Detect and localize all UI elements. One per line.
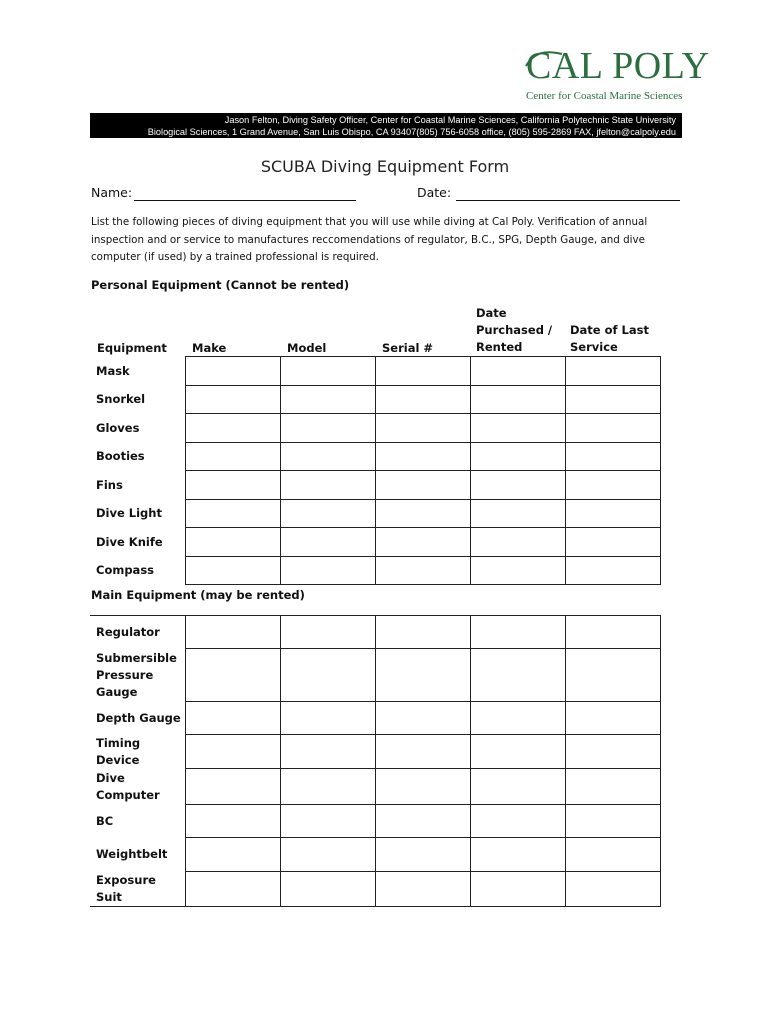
entry-cell-date-purchased[interactable]	[470, 872, 565, 907]
entry-cell-serial[interactable]	[375, 735, 470, 769]
entry-cell-serial[interactable]	[375, 649, 470, 702]
equipment-item-label	[90, 805, 185, 838]
entry-cell-model[interactable]	[280, 357, 375, 386]
personal-equipment-title: Personal Equipment (Cannot be rented)	[91, 278, 350, 292]
entry-cell-date-service[interactable]	[565, 872, 660, 907]
equipment-item-line: Timing Device	[96, 735, 141, 767]
entry-cell-date-service[interactable]	[565, 500, 660, 528]
equipment-item-line: Dive Knife	[96, 534, 163, 549]
entry-cell-make[interactable]	[185, 769, 280, 805]
entry-cell-serial[interactable]	[375, 872, 470, 907]
main-equipment-title: Main Equipment (may be rented)	[91, 588, 305, 602]
entry-cell-serial[interactable]	[375, 616, 470, 649]
contact-header	[90, 113, 682, 138]
entry-cell-model[interactable]	[280, 838, 375, 872]
entry-cell-serial[interactable]	[375, 443, 470, 471]
equipment-item-line: Compass	[96, 563, 155, 577]
entry-cell-serial[interactable]	[375, 500, 470, 528]
col-date-purchased-line: Date	[476, 306, 507, 320]
entry-cell-date-service[interactable]	[565, 357, 660, 386]
equipment-item-line: BC	[96, 813, 114, 828]
contact-line-1: Jason Felton, Diving Safety Officer, Center for Coastal Marine Sciences, California Polytechnic State University	[224, 115, 676, 125]
entry-cell-date-service[interactable]	[565, 386, 660, 414]
col-equipment: Equipment	[97, 341, 167, 355]
entry-cell-model[interactable]	[280, 649, 375, 702]
entry-cell-date-service[interactable]	[565, 769, 660, 805]
entry-cell-make[interactable]	[185, 557, 280, 585]
equipment-item-line: Gloves	[96, 420, 140, 435]
entry-cell-model[interactable]	[280, 386, 375, 414]
entry-cell-date-purchased[interactable]	[470, 735, 565, 769]
entry-cell-make[interactable]	[185, 443, 280, 471]
equipment-item-line: Booties	[96, 449, 145, 463]
table-row	[90, 616, 660, 649]
entry-cell-date-purchased[interactable]	[470, 386, 565, 414]
entry-cell-date-service[interactable]	[565, 443, 660, 471]
entry-cell-serial[interactable]	[375, 769, 470, 805]
entry-cell-model[interactable]	[280, 872, 375, 907]
main-equipment-table	[90, 615, 661, 907]
form-title: SCUBA Diving Equipment Form	[260, 157, 510, 176]
entry-cell-make[interactable]	[185, 386, 280, 414]
equipment-item-line: Dive Light	[96, 506, 162, 520]
table-row	[90, 702, 660, 735]
entry-cell-model[interactable]	[280, 471, 375, 500]
entry-cell-date-service[interactable]	[565, 649, 660, 702]
entry-cell-serial[interactable]	[375, 702, 470, 735]
date-label: Date:	[417, 185, 452, 200]
col-date-service	[570, 322, 649, 356]
entry-cell-make[interactable]	[185, 872, 280, 907]
col-make: Make	[192, 341, 227, 355]
entry-cell-date-purchased[interactable]	[470, 805, 565, 838]
entry-cell-date-purchased[interactable]	[470, 769, 565, 805]
col-date-purchased-line: Rented	[476, 340, 523, 354]
logo-name: CAL POLY	[526, 45, 710, 87]
table-row	[90, 471, 660, 500]
date-field[interactable]	[456, 200, 680, 201]
entry-cell-make[interactable]	[185, 735, 280, 769]
entry-cell-date-purchased[interactable]	[470, 443, 565, 471]
entry-cell-make[interactable]	[185, 838, 280, 872]
entry-cell-date-service[interactable]	[565, 471, 660, 500]
col-date-purchased	[476, 305, 552, 356]
equipment-item-label	[90, 443, 185, 471]
entry-cell-model[interactable]	[280, 528, 375, 557]
entry-cell-date-service[interactable]	[565, 735, 660, 769]
equipment-item-line: Gauge	[96, 684, 138, 699]
table-row	[90, 805, 660, 838]
col-date-service-line: Service	[570, 340, 618, 354]
entry-cell-date-service[interactable]	[565, 528, 660, 557]
entry-cell-date-service[interactable]	[565, 838, 660, 872]
equipment-item-label	[90, 557, 185, 585]
equipment-item-line: Dive	[96, 770, 125, 785]
equipment-item-label	[90, 471, 185, 500]
name-label: Name:	[91, 185, 133, 200]
entry-cell-serial[interactable]	[375, 357, 470, 386]
entry-cell-serial[interactable]	[375, 414, 470, 443]
entry-cell-make[interactable]	[185, 500, 280, 528]
equipment-item-line: Snorkel	[96, 392, 146, 406]
entry-cell-date-service[interactable]	[565, 702, 660, 735]
equipment-item-line: Exposure Suit	[96, 872, 156, 904]
table-row	[90, 769, 660, 805]
equipment-item-label	[90, 872, 185, 907]
personal-equipment-table	[90, 356, 661, 585]
table-row	[90, 500, 660, 528]
equipment-item-line: Computer	[96, 787, 160, 802]
col-serial: Serial #	[382, 341, 434, 355]
equipment-item-line: Regulator	[96, 624, 160, 639]
equipment-item-label	[90, 702, 185, 735]
cal-poly-logo	[520, 44, 710, 106]
entry-cell-date-purchased[interactable]	[470, 357, 565, 386]
table-row	[90, 386, 660, 414]
entry-cell-date-purchased[interactable]	[470, 838, 565, 872]
col-model: Model	[287, 341, 327, 355]
entry-cell-serial[interactable]	[375, 471, 470, 500]
entry-cell-serial[interactable]	[375, 838, 470, 872]
entry-cell-date-purchased[interactable]	[470, 500, 565, 528]
entry-cell-model[interactable]	[280, 805, 375, 838]
equipment-item-label	[90, 528, 185, 557]
table-row	[90, 357, 660, 386]
equipment-item-line: Depth Gauge	[96, 710, 181, 725]
table-row	[90, 872, 660, 907]
equipment-item-line: Mask	[96, 363, 130, 378]
entry-cell-make[interactable]	[185, 702, 280, 735]
entry-cell-model[interactable]	[280, 443, 375, 471]
entry-cell-serial[interactable]	[375, 805, 470, 838]
table-row	[90, 735, 660, 769]
equipment-item-line: Submersible	[96, 650, 177, 665]
equipment-item-label	[90, 386, 185, 414]
table-row	[90, 414, 660, 443]
logo-subtitle: Center for Coastal Marine Sciences	[526, 90, 683, 102]
equipment-item-label	[90, 769, 185, 805]
entry-cell-date-service[interactable]	[565, 557, 660, 585]
entry-cell-date-purchased[interactable]	[470, 528, 565, 557]
table-row	[90, 443, 660, 471]
equipment-item-label	[90, 735, 185, 769]
entry-cell-date-purchased[interactable]	[470, 616, 565, 649]
instructions-text: List the following pieces of diving equipment that you will use while diving at Cal Poly. Verification of annual inspection and or service to manufactures reccomendations of regulator, B.C., SPG, Depth Gauge, and dive computer (if used) by a trained professional is required.	[91, 216, 648, 263]
equipment-item-label	[90, 357, 185, 386]
equipment-item-line: Fins	[96, 477, 123, 492]
entry-cell-serial[interactable]	[375, 386, 470, 414]
entry-cell-model[interactable]	[280, 414, 375, 443]
entry-cell-make[interactable]	[185, 528, 280, 557]
equipment-item-line: Weightbelt	[96, 847, 168, 861]
equipment-item-line: Pressure	[96, 667, 154, 682]
entry-cell-make[interactable]	[185, 414, 280, 443]
entry-cell-date-purchased[interactable]	[470, 414, 565, 443]
equipment-item-label	[90, 649, 185, 702]
entry-cell-make[interactable]	[185, 616, 280, 649]
entry-cell-model[interactable]	[280, 557, 375, 585]
table-row	[90, 528, 660, 557]
entry-cell-make[interactable]	[185, 471, 280, 500]
entry-cell-date-service[interactable]	[565, 805, 660, 838]
entry-cell-date-purchased[interactable]	[470, 649, 565, 702]
entry-cell-model[interactable]	[280, 769, 375, 805]
table-row	[90, 557, 660, 585]
entry-cell-date-purchased[interactable]	[470, 557, 565, 585]
entry-cell-model[interactable]	[280, 735, 375, 769]
table-row	[90, 649, 660, 702]
entry-cell-model[interactable]	[280, 702, 375, 735]
entry-cell-date-purchased[interactable]	[470, 471, 565, 500]
entry-cell-model[interactable]	[280, 500, 375, 528]
entry-cell-model[interactable]	[280, 616, 375, 649]
entry-cell-make[interactable]	[185, 649, 280, 702]
entry-cell-make[interactable]	[185, 805, 280, 838]
contact-line-2: Biological Sciences, 1 Grand Avenue, San Luis Obispo, CA 93407(805) 756-6058 office, (805) 595-2869 FAX, jfelton@calpoly.edu	[147, 127, 676, 137]
table-row	[90, 838, 660, 872]
col-date-purchased-line: Purchased /	[476, 323, 553, 337]
entry-cell-serial[interactable]	[375, 528, 470, 557]
equipment-item-label	[90, 616, 185, 649]
entry-cell-make[interactable]	[185, 357, 280, 386]
equipment-item-label	[90, 500, 185, 528]
entry-cell-date-purchased[interactable]	[470, 702, 565, 735]
entry-cell-serial[interactable]	[375, 557, 470, 585]
entry-cell-date-service[interactable]	[565, 616, 660, 649]
entry-cell-date-service[interactable]	[565, 414, 660, 443]
name-field[interactable]	[134, 200, 356, 201]
equipment-item-label	[90, 838, 185, 872]
equipment-item-label	[90, 414, 185, 443]
col-date-service-line: Date of Last	[570, 323, 649, 337]
